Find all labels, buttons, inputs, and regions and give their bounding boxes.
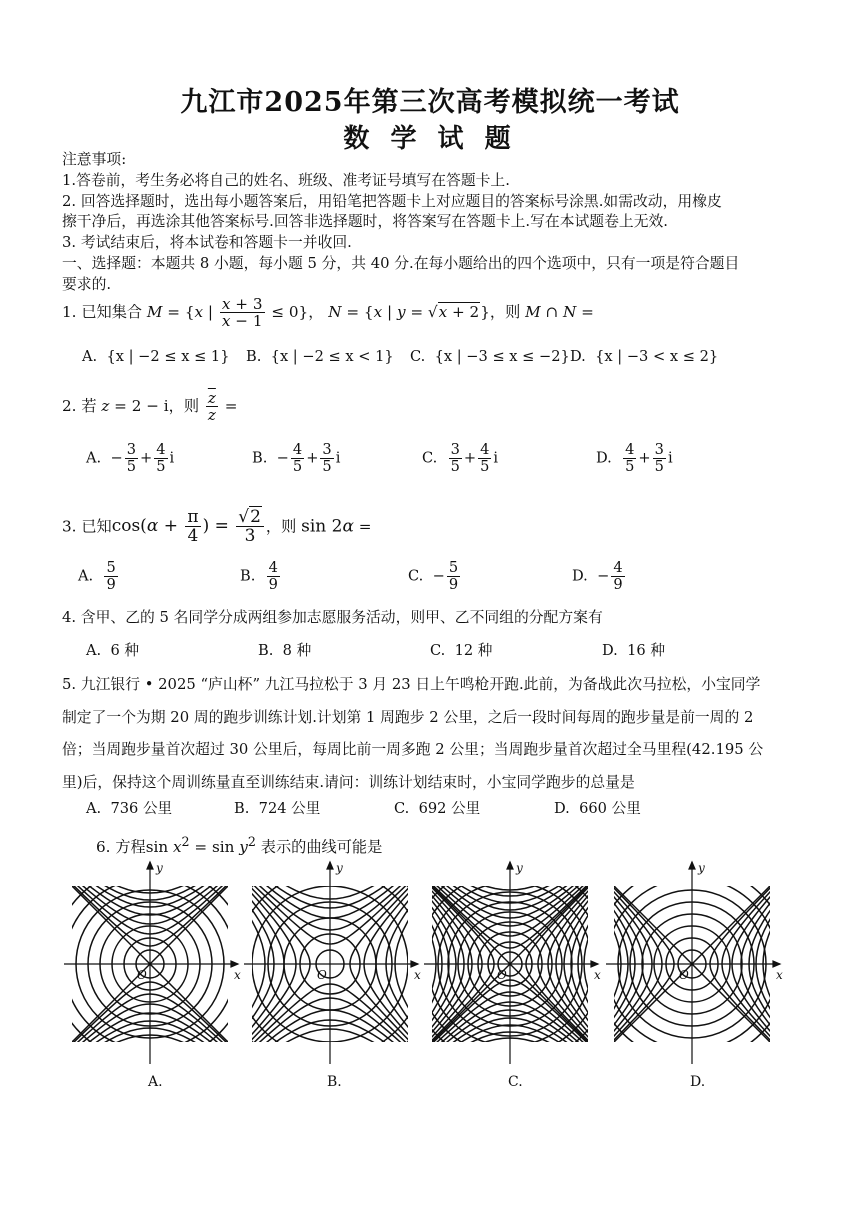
question-2-option-b[interactable]: B. − $\frac{4}{5}$ + $\frac{3}{5}$ i xyxy=(252,441,341,475)
question-3-mid: ，则 xyxy=(265,517,297,536)
section-one-line1: 一、选择题：本题共 8 小题，每小题 5 分，共 40 分.在每小题给出的四个选项中，只有一项是符合题目 xyxy=(62,255,740,272)
question-2-stem: 2. 若 z = 2 − i，则 $\frac{\overline{z}}{z}$ = xyxy=(62,389,238,425)
question-1-prefix: 1. 已知集合 xyxy=(62,302,143,321)
x-axis-arrow xyxy=(231,961,238,967)
question-4-option-c[interactable]: C. 12 种 xyxy=(430,642,493,659)
question-5-option-a[interactable]: A. 736 公里 xyxy=(86,800,173,817)
question-5-line3: 倍；当周跑步量首次超过 30 公里后，每周比前一周多跑 2 公里；当周跑步量首次超过全马里程(42.195 公 xyxy=(62,741,764,758)
y-axis-arrow xyxy=(689,862,695,869)
origin-label: O xyxy=(317,968,327,982)
question-2-mid: ，则 xyxy=(168,396,200,415)
question-1-option-d[interactable]: D. {x | −3 < x ≤ 2} xyxy=(570,348,719,365)
question-6-stem: 6. 方程$\sin x^2 = \sin y^2$ 表示的曲线可能是 xyxy=(96,834,383,857)
x-axis-label: x xyxy=(594,968,601,982)
graph-b-caption[interactable]: B. xyxy=(327,1074,342,1090)
question-3-option-b[interactable]: B. $\frac{4}{9}$ xyxy=(240,559,278,593)
question-5-option-c[interactable]: C. 692 公里 xyxy=(394,800,481,817)
question-4-option-a[interactable]: A. 6 种 xyxy=(86,642,139,659)
exam-title: 九江市2025年第三次高考模拟统一考试 xyxy=(180,87,680,118)
question-4-option-d[interactable]: D. 16 种 xyxy=(602,642,665,659)
y-axis-arrow xyxy=(327,862,333,869)
notice-item-3: 3. 考试结束后，将本试卷和答题卡一并收回. xyxy=(62,234,352,251)
x-axis-label: x xyxy=(234,968,241,982)
graph-a xyxy=(62,858,252,1068)
question-1-option-a[interactable]: A. {x | −2 ≤ x ≤ 1} xyxy=(82,348,230,365)
y-axis-label: y xyxy=(156,861,163,875)
hyperbola-curve xyxy=(604,858,643,1068)
y-axis-label: y xyxy=(516,861,523,875)
graph-c xyxy=(422,858,612,1068)
graph-c-caption[interactable]: C. xyxy=(508,1074,523,1090)
question-1-set-n: N = {x | y = √x + 2} xyxy=(328,302,490,321)
y-axis-arrow xyxy=(507,862,513,869)
x-axis-arrow xyxy=(411,961,418,967)
graph-b xyxy=(242,858,432,1068)
question-6-prefix: 6. 方程 xyxy=(96,838,146,857)
question-2-option-d[interactable]: D. $\frac{4}{5}$ + $\frac{3}{5}$ i xyxy=(596,441,673,475)
graph-d-caption[interactable]: D. xyxy=(690,1074,706,1090)
question-3-stem: 3. 已知cos(α + $\frac{\pi}{4}$ ) = $\frac{√2}{3}$ ，则 sin 2α = xyxy=(62,507,372,547)
question-1-stem: 1. 已知集合 M = {x | $\frac{x + 3}{x - 1}$ ≤ 0}， N = {x | y = √x + 2}，则 M ∩ N = xyxy=(62,295,594,331)
notice-header: 注意事项: xyxy=(62,151,127,168)
question-4-stem: 4. 含甲、乙的 5 名同学分成两组参加志愿服务活动，则甲、乙不同组的分配方案有 xyxy=(62,609,603,626)
x-axis-arrow xyxy=(591,961,598,967)
question-2-option-c[interactable]: C. $\frac{3}{5}$ + $\frac{4}{5}$ i xyxy=(422,441,499,475)
hyperbola-curve xyxy=(422,1038,612,1068)
curve-family xyxy=(242,858,432,1068)
x-axis-label: x xyxy=(414,968,421,982)
y-axis-arrow xyxy=(147,862,153,869)
graph-d xyxy=(604,858,794,1068)
question-1-option-b[interactable]: B. {x | −2 ≤ x < 1} xyxy=(246,348,394,365)
question-2-option-a[interactable]: A. − $\frac{3}{5}$ + $\frac{4}{5}$ i xyxy=(86,441,175,475)
y-axis-label: y xyxy=(698,861,705,875)
curve-family xyxy=(422,858,612,1068)
hyperbola-curve xyxy=(242,998,432,1068)
question-3-prefix: 3. 已知 xyxy=(62,517,112,536)
origin-label: O xyxy=(137,968,147,982)
curve-family xyxy=(62,858,252,1068)
section-one-line2: 要求的. xyxy=(62,276,112,293)
question-5-line4: 里)后，保持这个周训练量直至训练结束.请问：训练计划结束时，小宝同学跑步的总量是 xyxy=(62,774,635,791)
question-1-option-c[interactable]: C. {x | −3 ≤ x ≤ −2} xyxy=(410,348,570,365)
question-4-option-b[interactable]: B. 8 种 xyxy=(258,642,312,659)
question-5-option-b[interactable]: B. 724 公里 xyxy=(234,800,321,817)
question-5-line2: 制定了一个为期 20 周的跑步训练计划.计划第 1 周跑步 2 公里，之后一段时间每周的跑步量是前一周的 2 xyxy=(62,709,754,726)
y-axis-label: y xyxy=(336,861,343,875)
curve-family xyxy=(604,858,794,1068)
origin-label: O xyxy=(679,968,689,982)
notice-item-1: 1.答卷前，考生务必将自己的姓名、班级、准考证号填写在答题卡上. xyxy=(62,172,510,189)
hyperbola-curve xyxy=(242,1010,432,1068)
graph-a-caption[interactable]: A. xyxy=(148,1074,163,1090)
question-3-option-d[interactable]: D. − $\frac{4}{9}$ xyxy=(572,559,623,593)
exam-subtitle: 数 学 试 题 xyxy=(343,124,517,154)
hyperbola-curve xyxy=(62,1028,252,1068)
question-3-option-a[interactable]: A. $\frac{5}{9}$ xyxy=(78,559,116,593)
origin-label: O xyxy=(497,968,507,982)
question-6-suffix: 表示的曲线可能是 xyxy=(260,838,383,857)
question-1-set-m: M = {x | $\frac{x + 3}{x - 1}$ ≤ 0} xyxy=(146,295,309,331)
notice-item-2: 2. 回答选择题时，选出每小题答案后，用铅笔把答题卡上对应题目的答案标号涂黑.如需改动，用橡皮 xyxy=(62,193,722,210)
x-axis-arrow xyxy=(773,961,780,967)
question-5-option-d[interactable]: D. 660 公里 xyxy=(554,800,641,817)
question-2-prefix: 2. 若 xyxy=(62,396,97,415)
question-5-line1: 5. 九江银行 • 2025 “庐山杯” 九江马拉松于 3 月 23 日上午鸣枪开跑.此前，为备战此次马拉松，小宝同学 xyxy=(62,676,761,693)
notice-item-2-cont: 擦干净后，再选涂其他答案标号.回答非选择题时，将答案写在答题卡上.写在本试题卷上无效. xyxy=(62,213,668,230)
question-3-option-c[interactable]: C. − $\frac{5}{9}$ xyxy=(408,559,459,593)
x-axis-label: x xyxy=(776,968,783,982)
